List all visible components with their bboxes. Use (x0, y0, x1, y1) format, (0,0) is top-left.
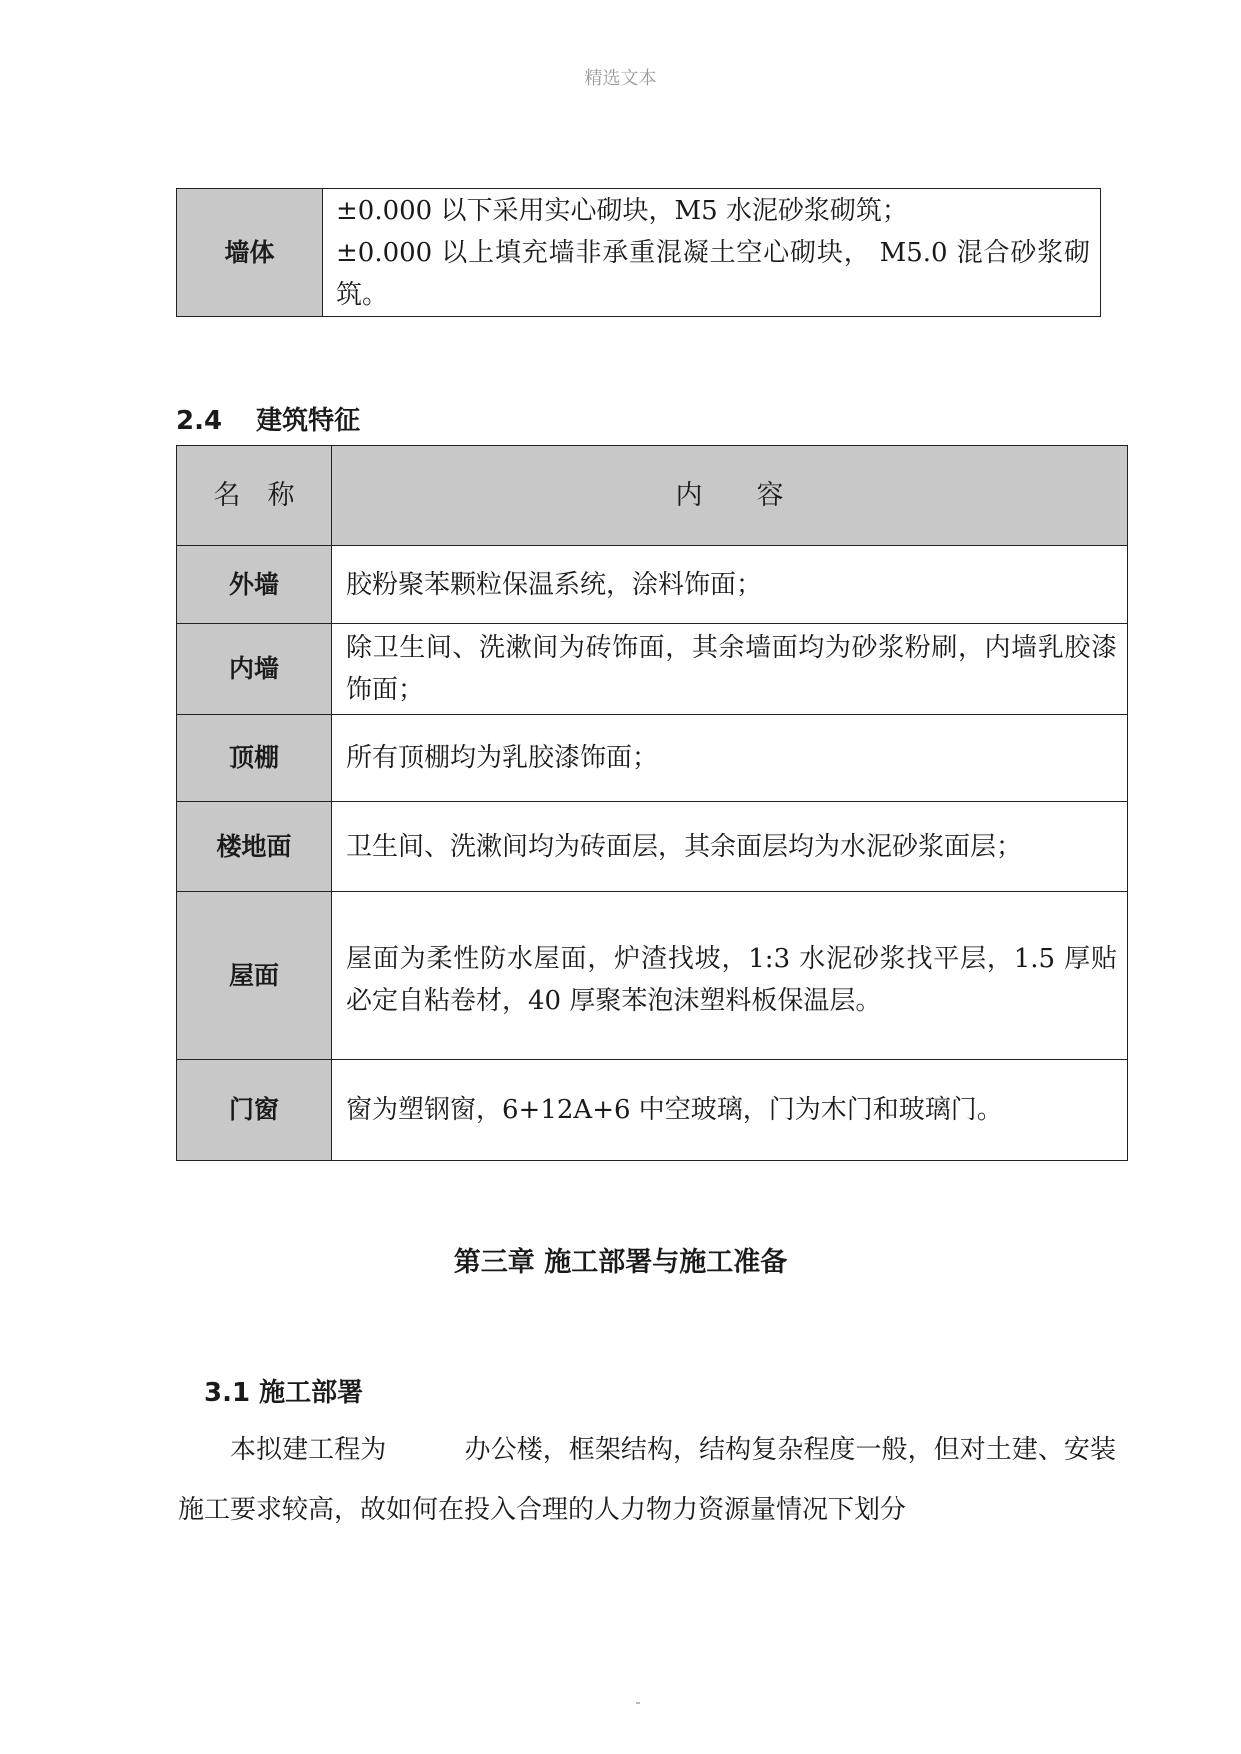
footer-dot (636, 1702, 640, 1704)
feature-table (176, 445, 1128, 1161)
header-name: 名 称 (177, 446, 332, 546)
row-label: 门窗 (177, 1060, 332, 1161)
section-number: 2.4 (176, 406, 223, 436)
row-content (323, 189, 1101, 317)
row-content: 胶粉聚苯颗粒保温系统，涂料饰面； (332, 546, 1128, 624)
row-label: 内墙 (177, 624, 332, 715)
table-row (177, 546, 1128, 624)
row-content: 除卫生间、洗漱间为砖饰面，其余墙面均为砂浆粉刷，内墙乳胶漆饰面； (332, 624, 1128, 715)
table-header-row (177, 446, 1128, 546)
row-label: 外墙 (177, 546, 332, 624)
section-heading-3-1: 3.1 施工部署 (204, 1378, 364, 1408)
row-label: 屋面 (177, 892, 332, 1060)
body-paragraph: 本拟建工程为 办公楼，框架结构，结构复杂程度一般，但对土建、安装施工要求较高，故如何在投入合理的人力物力资源量情况下划分 (178, 1435, 1116, 1525)
row-label: 楼地面 (177, 802, 332, 892)
page-header: 精选文本 (584, 68, 657, 89)
wall-table (176, 188, 1101, 317)
chapter-title: 第三章 施工部署与施工准备 (453, 1247, 788, 1278)
header-content: 内 容 (332, 446, 1128, 546)
row-content: 所有顶棚均为乳胶漆饰面； (332, 715, 1128, 802)
table-row (177, 715, 1128, 802)
row-content: 屋面为柔性防水屋面，炉渣找坡，1:3 水泥砂浆找平层，1.5 厚贴必定自粘卷材，40 厚聚苯泡沫塑料板保温层。 (332, 892, 1128, 1060)
table-row (177, 624, 1128, 715)
content-line: ±0.000 以上填充墙非承重混凝土空心砌块， M5.0 混合砂浆砌筑。 (336, 237, 1090, 310)
table-row (177, 802, 1128, 892)
table-row (177, 892, 1128, 1060)
section-title: 建筑特征 (256, 406, 361, 436)
row-label: 顶棚 (177, 715, 332, 802)
table-row (177, 189, 1101, 317)
row-content: 窗为塑钢窗，6+12A+6 中空玻璃，门为木门和玻璃门。 (332, 1060, 1128, 1161)
row-content: 卫生间、洗漱间均为砖面层，其余面层均为水泥砂浆面层； (332, 802, 1128, 892)
row-label: 墙体 (177, 189, 323, 317)
section-heading-2-4 (176, 400, 360, 437)
table-row (177, 1060, 1128, 1161)
content-line: ±0.000 以下采用实心砌块，M5 水泥砂浆砌筑； (336, 195, 908, 226)
